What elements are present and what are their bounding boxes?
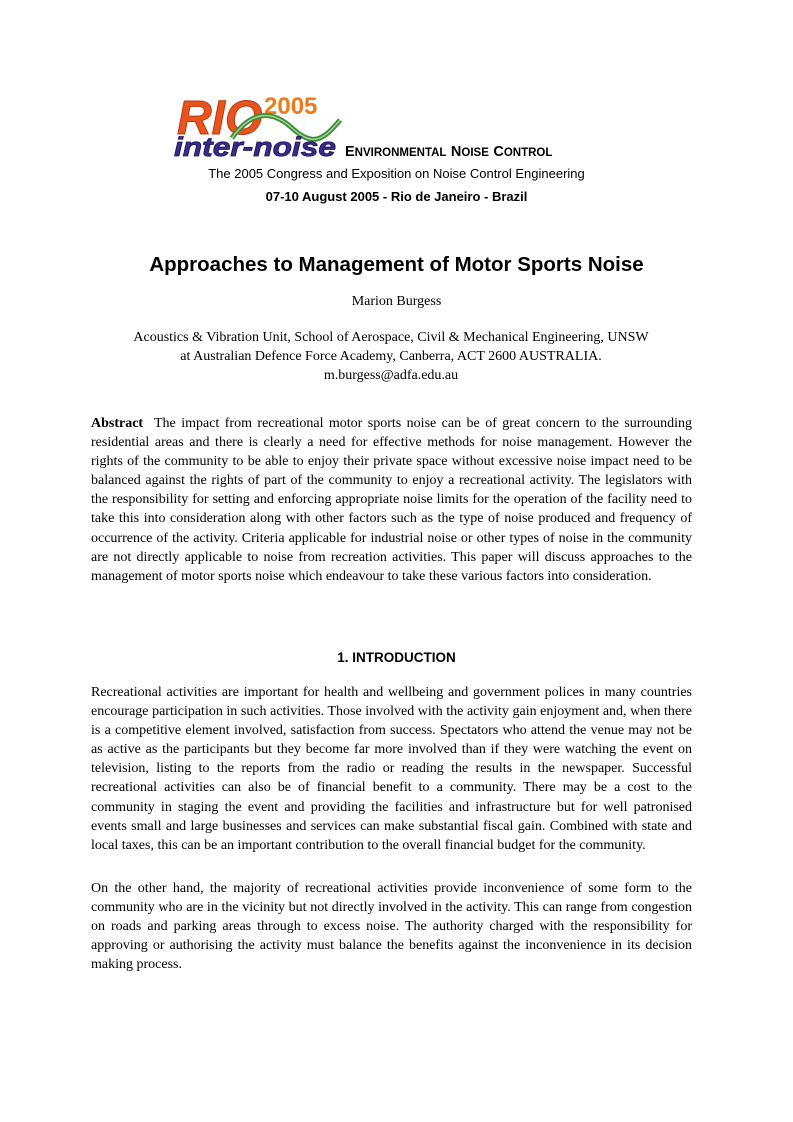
- logo-brand-text: inter-noise: [174, 132, 336, 160]
- introduction-paragraph-2: On the other hand, the majority of recreational activities provide inconvenience of some form to the community who are in the vicinity but not directly involved in the activity. This can range from congestion on roads and parking areas through to excess noise. The authority charged with the responsibility for approving or authorising the activity must balance the benefits against the inconvenience in its decision making process.: [91, 881, 692, 973]
- conference-title: ENVIRONMENTAL NOISE CONTROL: [345, 144, 553, 160]
- conference-subtitle: The 2005 Congress and Exposition on Noise Control Engineering: [208, 166, 585, 181]
- abstract-text: The impact from recreational motor sports noise can be of great concern to the surrounding residential areas and there is clearly a need for effective methods for noise management. However the rights of the community to be able to enjoy their private space without excessive noise impact need to be balanced against the rights of part of the community to enjoy a recreational activity. The legislators with the responsibility for setting and enforcing appropriate noise limits for the operation of the facility need to take this into consideration along with other factors such as the type of noise produced and frequency of occurrence of the activity. Criteria applicable for industrial noise or other types of noise in the community are not directly applicable to noise from recreation activities. This paper will discuss approaches to the management of motor sports noise which endeavour to take these various factors into consideration.: [91, 416, 693, 584]
- affiliation-line-1: Acoustics & Vibration Unit, School of Aerospace, Civil & Mechanical Engineering, UNSW: [133, 330, 649, 345]
- conference-dates: 07-10 August 2005 - Rio de Janeiro - Brazil: [265, 189, 528, 204]
- logo-year-text: 2005: [264, 93, 318, 120]
- abstract: [91, 414, 692, 586]
- affiliation-line-2: at Australian Defence Force Academy, Canberra, ACT 2600 AUSTRALIA.: [180, 349, 602, 364]
- introduction-paragraph-1: Recreational activities are important for health and wellbeing and government polices in many countries encourage participation in such activities. Those involved with the activity gain enjoyment and, when there is a competitive element involved, satisfaction from success. Spectators who attend the venue may not be as active as the participants but they become far more involved than if they were watching the event on television, listing to the reports from the radio or reading the results in the newspaper. Successful recreational activities can also be of financial benefit to a community. There may be a cost to the community in staging the event and providing the facilities and infrastructure but for well patronised events small and large businesses and services can make substantial fiscal gain. Combined with state and local taxes, this can be an important contribution to the overall financial budget for the community.: [91, 685, 692, 853]
- inter-noise-logo: [172, 80, 342, 160]
- paper-title: Approaches to Management of Motor Sports Noise: [149, 253, 644, 276]
- author-affiliation: [90, 328, 692, 385]
- section-heading-introduction: 1. INTRODUCTION: [337, 650, 456, 665]
- logo-rio-text: RIO: [177, 92, 263, 145]
- author-email: m.burgess@adfa.edu.au: [323, 368, 459, 383]
- author-name: Marion Burgess: [351, 294, 442, 309]
- abstract-label: Abstract: [91, 416, 144, 431]
